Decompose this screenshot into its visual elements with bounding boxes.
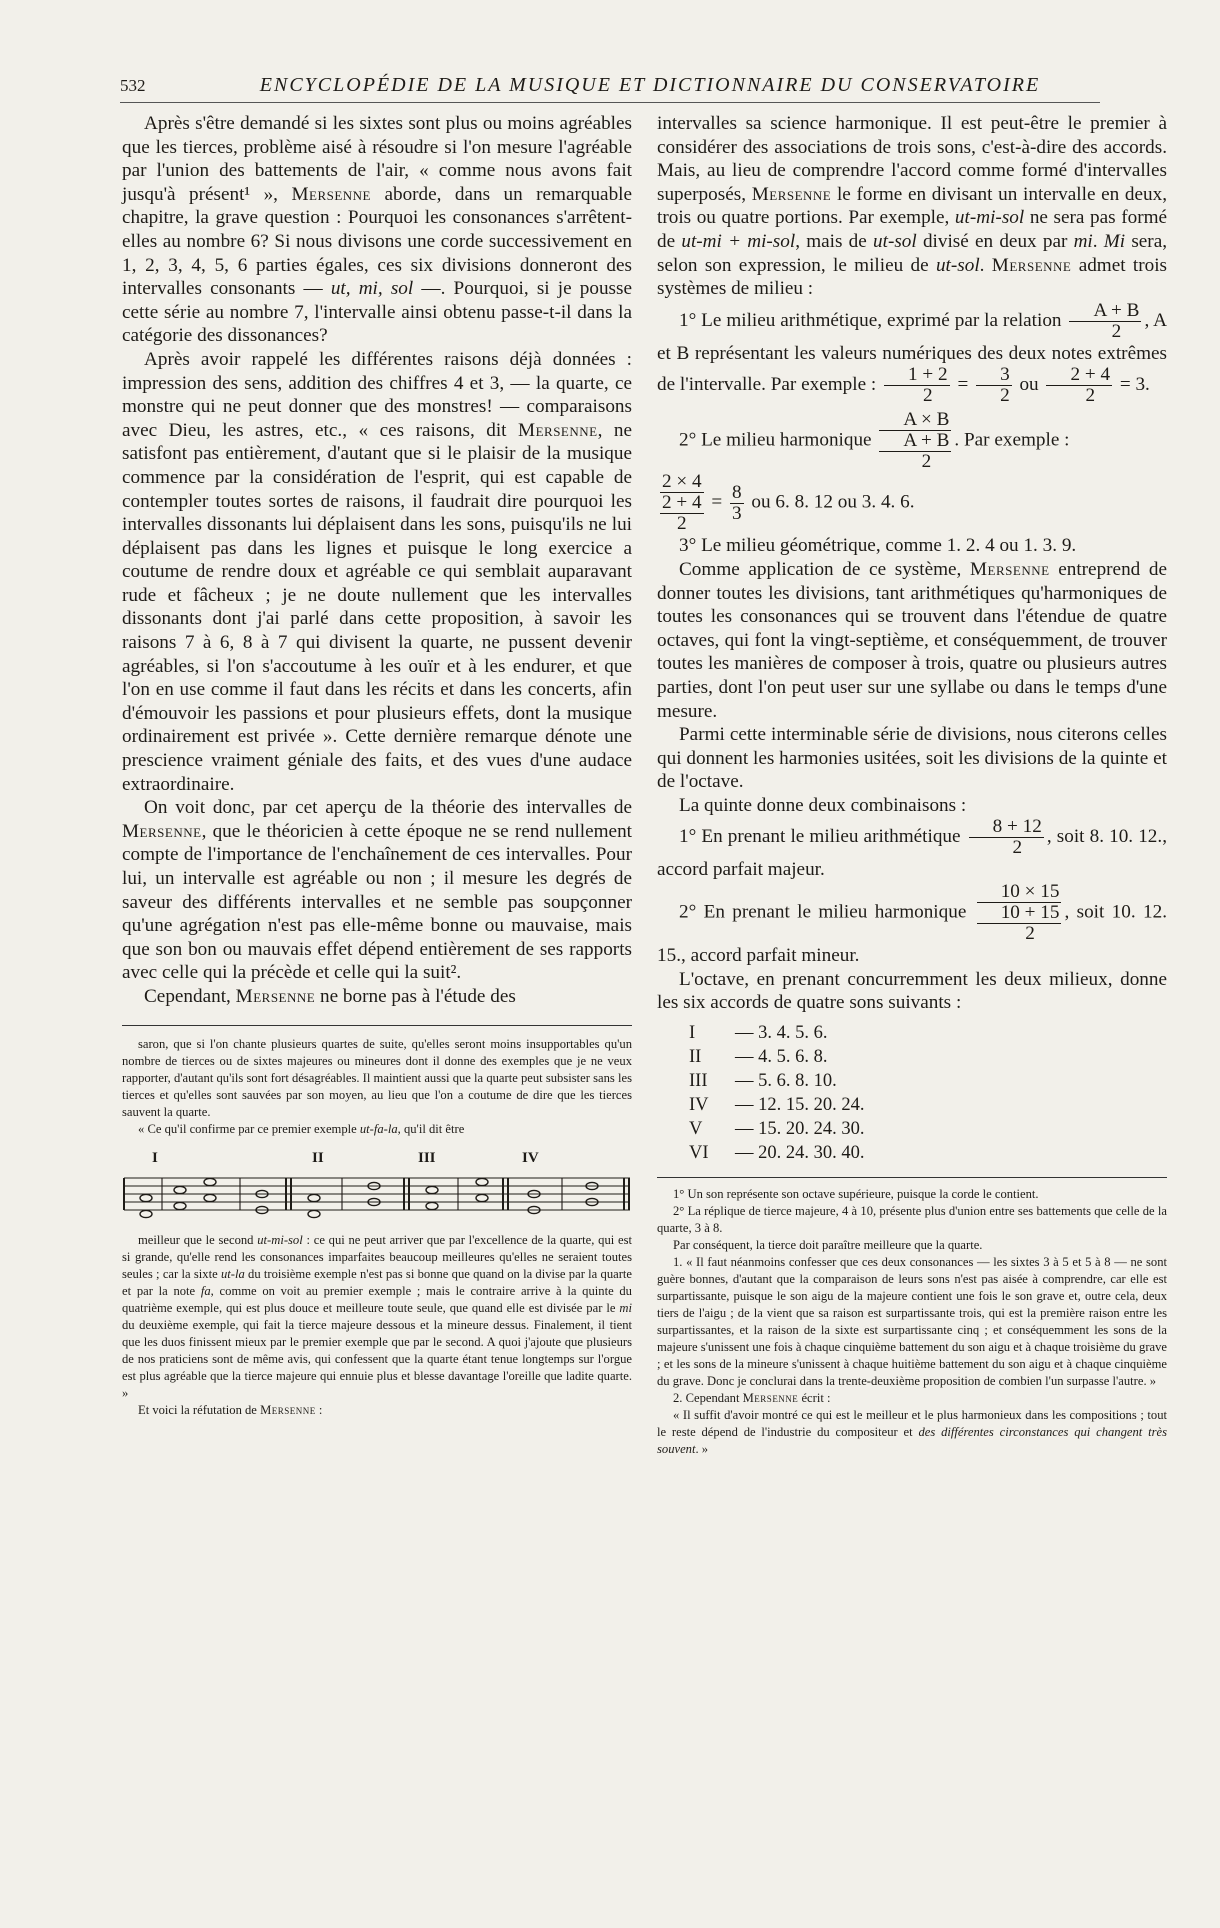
compound-fraction: 2 × 4 2 + 4 2 — [662, 471, 702, 535]
fraction: $\frac{8}{3}$ — [732, 481, 742, 524]
header-rule — [120, 102, 1100, 103]
music-staff — [122, 1170, 632, 1226]
paragraph: Parmi cette interminable série de divisions, nous citerons celles qui donnent les harmonies usitées, soit les divisions de la quinte et de l'octave. — [657, 724, 1167, 793]
author-name: Mersenne — [291, 183, 371, 205]
chord-row: I — 3. 4. 5. 6. — [689, 1022, 828, 1043]
chord-row: II — 4. 5. 6. 8. — [689, 1046, 828, 1067]
formula-paragraph: 2° En prenant le milieu harmonique 10 × 15 10 + 15 2 , soit 10. 12. 15., accord parfait mineur. — [657, 881, 1167, 967]
fraction: $\frac{2 + 4}{2}$ — [1046, 365, 1112, 406]
paragraph: Après s'être demandé si les sixtes sont plus ou moins agréables que les tierces, problème aisé à résoudre si l'on mesure l'agréable par l'union des battements de l'air, « comme nous avons fait jusqu'à présent¹ », Mersenne aborde, dans un remarquable chapitre, la grave question : Pourquoi les consonances s'arrêtent-elles au nombre 6? Si nous divisons une corde successivement en 1, 2, 3, 4, 5, 6 parties égales, ces six divisions donneront des intervalles consonants — ut, mi, sol —. Pourquoi, si je pousse cette série au nombre 7, l'intervalle ainsi obtenu passe-t-il dans la catégorie des dissonances? — [122, 113, 633, 347]
footnote-rule — [657, 1177, 1167, 1178]
running-title: ENCYCLOPÉDIE DE LA MUSIQUE ET DICTIONNAIRE DU CONSERVATOIRE — [259, 74, 1041, 96]
footnote-text: Par conséquent, la tierce doit paraître meilleure que la quarte. — [673, 1237, 983, 1252]
example-label: II — [312, 1149, 324, 1166]
paragraph: La quinte donne deux combinaisons : — [679, 794, 967, 816]
right-column — [657, 112, 1167, 1458]
author-name: Mersenne — [742, 1390, 799, 1405]
footnotes-left — [122, 1036, 632, 1419]
author-name: Mersenne — [235, 985, 316, 1007]
chord-row: IV — 12. 15. 20. 24. — [689, 1094, 865, 1115]
paragraph: L'octave, en prenant concurremment les deux milieux, donne les six accords de quatre sons suivants : — [657, 968, 1167, 1014]
music-example — [122, 1150, 632, 1228]
author-name: Mersenne — [751, 183, 832, 205]
paragraph: Comme application de ce système, Mersenne entreprend de donner toutes les divisions, tant arithmétiques qu'harmoniques de toutes les consonances qui se trouvent dans l'étendue de quatre octaves, qui font la vingt-septième, et conséquemment, de trouver toutes les manières de composer à trois, quatre ou plusieurs autres parties, dont l'on peut user sur une syllabe ou dans le temps d'une mesure. — [657, 558, 1168, 722]
paragraph: intervalles sa science harmonique. Il est peut-être le premier à considérer des associations de trois sons, c'est-à-dire des accords. Mais, au lieu de comprendre l'accord comme formé d'intervalles superposés, Mersenne le forme en divisant un intervalle en deux, trois ou quatre portions. Par exemple, ut-mi-sol ne sera pas formé de ut-mi + mi-sol, mais de ut-sol divisé en deux par mi. Mi sera, selon son expression, le milieu de ut-sol. Mersenne admet trois systèmes de milieu : — [657, 113, 1168, 300]
footnote-text: « Il suffit d'avoir montré ce qui est le meilleur et le plus harmonieux dans les compositions ; tout le reste dépend de l'industrie du compositeur et des différentes circonstances qui changent très souvent. » — [657, 1407, 1167, 1456]
chord-table — [689, 1021, 1167, 1165]
author-name: Mersenne — [970, 558, 1050, 580]
author-name: Mersenne — [122, 820, 202, 842]
paragraph: Après avoir rappelé les différentes raisons déjà données : impression des sens, addition des chiffres 4 et 3, — la quarte, ce monstre qui ne peut donner que des monstres! — comparaisons avec Dieu, les astres, etc., « ces raisons, dit Mersenne, ne satisfont pas entièrement, d'autant que si le plaisir de la musique commence par la considération de l'esprit, qui est capable de contempler toutes sortes de raisons, il faudrait dire pourquoi les intervalles dissonants lui déplaisent dans les sons, puisqu'ils ne lui déplaisent pas dans les lignes et puisque le long exercice a coutume de rendre doux et agréable ce qui semblait auparavant rude et fâcheux ; je ne doute nullement que les intervalles dissonants dont j'ai parlé dans cette proposition, à savoir les raisons 7 à 6, 8 à 7 qui divisent la quarte, ne pussent devenir agréables, si l'on s'accoutume à les ouïr et à les endurer, et que l'on en use comme il faut dans les récits et dans les concerts, afin d'émouvoir les passions et pour plusieurs effets, dont la musique ordinairement est privée ». Cette dernière remarque dénote une prescience vraiment géniale des faits, et des vues d'une audace extraordinaire. — [122, 348, 633, 795]
footnote-text: 2° La réplique de tierce majeure, 4 à 10, présente plus d'union entre ses battements que celle de la quarte, 3 à 8. — [657, 1203, 1167, 1235]
author-name: Mersenne — [518, 419, 598, 441]
formula-paragraph: 1° Le milieu arithmétique, exprimé par la relation $\frac{A + B}{2}$ , A et B représentant les valeurs numériques des deux notes extrêmes de l'intervalle. Par exemple : $\frac{1 + 2}{2}$ = $\frac{3}{2}$ ou $\frac{2 + 4}{2}$ = 3. — [657, 299, 1167, 407]
fraction: $\frac{A + B}{2}$ — [1069, 301, 1141, 342]
fraction: $\frac{1 + 2}{2}$ — [884, 365, 950, 406]
footnotes-right — [657, 1186, 1167, 1458]
formula-paragraph: 2 × 4 2 + 4 2 = $\frac{8}{3}$ ou 6. 8. 12 ou 3. 4. 6. — [662, 471, 915, 535]
author-name: Mersenne — [260, 1402, 316, 1417]
footnote-text: 1. « Il faut néanmoins confesser que ces deux consonances — les sixtes 3 à 5 et 5 à 8 — ne sont guère bonnes, d'autant que la comparaison de leurs sons n'est pas aisée à comprendre, car elle est surpartissante, puisque le son aigu de la majeure contient une fois le son grave et, outre cela, deux tiers de l'aigu ; de la vient que sa raison est surpartissante trois, qui est la première raison entre les surpartissantes, et la raison de la sixte est surpartissante cinq ; et conséquemment les sons de la majeure s'unissent une fois à chaque cinquième battement du son aigu et à chaque troisième du grave ; et les sons de la mineure s'unissent à chaque huitième battement du son aigu et à chaque cinquième du grave. Donc je conclurai dans la trente-deuxième proposition de combien l'un surpasse l'autre. » — [657, 1254, 1167, 1388]
footnote-rule — [122, 1025, 632, 1026]
paragraph: 3° Le milieu géométrique, comme 1. 2. 4 ou 1. 3. 9. — [679, 535, 1077, 557]
compound-fraction: 10 × 15 10 + 15 2 — [977, 882, 1062, 944]
author-name: Mersenne — [991, 254, 1072, 276]
page-number: 532 — [120, 76, 146, 95]
footnote-text: Et voici la réfutation de Mersenne : — [138, 1402, 323, 1417]
example-label: III — [418, 1149, 436, 1166]
left-column — [122, 112, 632, 1419]
footnote-text: saron, que si l'on chante plusieurs quartes de suite, qu'elles seront moins insupportables qu'un nombre de tierces ou de sixtes majeures ou mineures dont il donne des exemples que je ne veux rapporter, d'autant qu'ils sont fort désagréables. Il maintient aussi que la quarte peut subsister sans les tierces et qu'elles sont sauvées par son moyen, au lieu que l'on a coutume de dire que les tierces sauvent la quarte. — [122, 1036, 632, 1119]
example-label: IV — [522, 1149, 539, 1166]
compound-fraction: A × B A + B 2 — [879, 410, 951, 472]
page-header — [120, 74, 1100, 97]
paragraph: On voit donc, par cet aperçu de la théorie des intervalles de Mersenne, que le théoricien à cette époque ne se rend nullement compte de l'importance de l'enchaînement de ces intervalles. Pour lui, un intervalle est agréable ou non ; il mesure les degrés de saveur des différents intervalles et ne semble pas soupçonner qu'une agrégation n'est pas elle-même bonne ou mauvaise, mais que son bon ou mauvais effet dépend entièrement de ses rapports avec celle qui la précède et celle qui la suit². — [122, 797, 632, 984]
footnote-text: « Ce qu'il confirme par ce premier exemple ut-fa-la, qu'il dit être — [138, 1121, 465, 1136]
chord-row: V — 15. 20. 24. 30. — [689, 1118, 865, 1139]
fraction: $\frac{3}{2}$ — [976, 365, 1012, 406]
formula-paragraph: 1° En prenant le milieu arithmétique $\frac{8 + 12}{2}$ , soit 8. 10. 12., accord parfait majeur. — [657, 816, 1167, 881]
footnote-text: 2. Cependant Mersenne écrit : — [673, 1390, 831, 1405]
footnote-text: 1° Un son représente son octave supérieure, puisque la corde le contient. — [673, 1186, 1039, 1201]
paragraph: Cependant, Mersenne ne borne pas à l'étude des — [144, 985, 516, 1007]
footnote-text: meilleur que le second ut-mi-sol : ce qui ne peut arriver que par l'excellence de la quarte, qui est si grande, qu'elle rend les consonances imparfaites beaucoup meilleures qu'elles ne seraient toutes seules ; car la sixte ut-la du troisième exemple n'est pas si bonne que quand on la divise par la quarte et par la note fa, comme on voit au premier exemple ; mais le contraire arrive à la quinte du quatrième exemple, qui est plus douce et meilleure toute seule, que quand elle est divisée par le mi du deuxième exemple, qui fait la tierce majeure dessous et la mineure dessus. Finalement, il tient que les duos finissent mieux par le premier exemple que par le second. A quoi j'ajoute que plusieurs de nos praticiens sont de même avis, qui confessent que la quarte étant tenue longtemps sur l'orgue est plus agréable que la tierce majeure qui ennuie plus et blesse davantage l'oreille que ladite quarte. » — [122, 1232, 633, 1400]
fraction: $\frac{8 + 12}{2}$ — [969, 817, 1044, 858]
example-label: I — [152, 1149, 158, 1166]
chord-row: III — 5. 6. 8. 10. — [689, 1070, 837, 1091]
chord-row: VI — 20. 24. 30. 40. — [689, 1142, 865, 1163]
formula-paragraph: 2° Le milieu harmonique A × B A + B 2 . Par exemple : — [679, 409, 1070, 473]
